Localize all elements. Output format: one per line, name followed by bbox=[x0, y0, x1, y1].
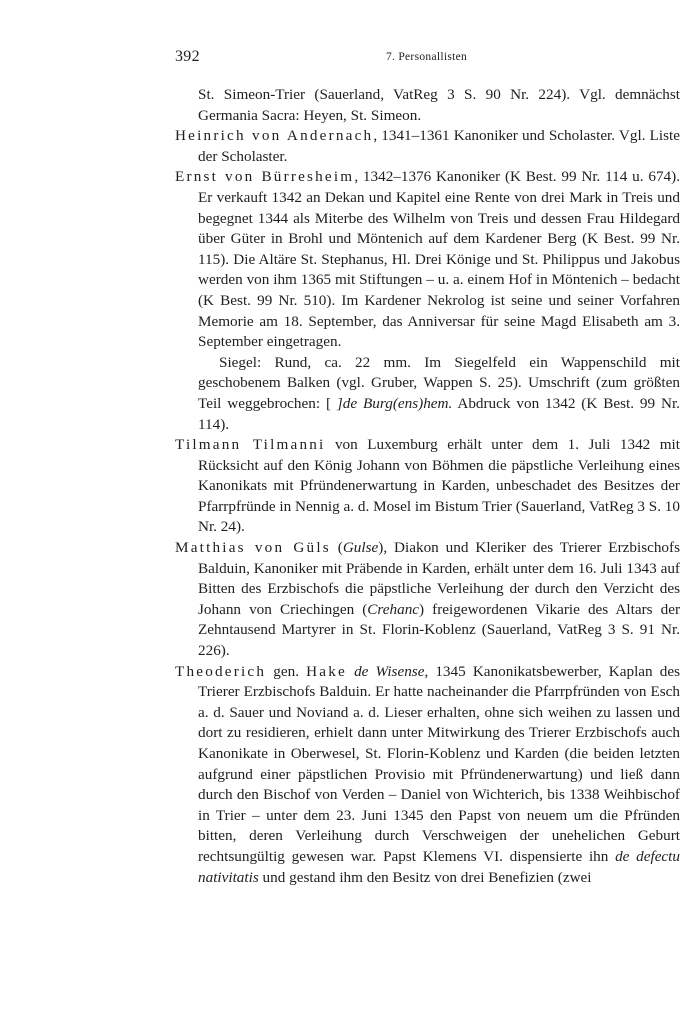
entry-text: von Luxemburg erhält unter dem 1. Juli 1342 mit Rücksicht auf den König Johann von Böhmen die päpstliche Verleihung eines Kanonikats mit Pfründenerwartung in Karden, unbeschadet des Besitzes der Pfarrpfründe in Nennig a. d. Mosel im Bistum Trier (Sauerland, VatReg 3 S. 10 Nr. 24). bbox=[198, 436, 680, 536]
entry-text: , 1345 Kanonikatsbewerber, Kaplan des Trierer Erzbischofs Balduin. Er hatte nacheinander die Pfarrpfründen von Esch a. d. Sauer und Noviand a. d. Lieser erhalten, ohne sich weihen zu lassen und dort zu residieren, erhielt dann unter Mitwirkung des Trierer Erzbischofs auch Kanonikate in Oberwesel, St. Florin-Koblenz und Karden (die beiden letzten aufgrund einer päpstlichen Provisio mit Pfründenerwartung) und ließ dann durch den Bischof von Verden – Daniel von Wichterich, bis 1338 Weihbischof in Trier – unter dem 23. Juni 1345 den Papst von neuem um die Pfründen bitten, deren Verleihung durch Verschweigen der unehelichen Geburt rechtsungültig gewesen war. Papst Klemens VI. dispensierte ihn bbox=[198, 662, 680, 865]
entry-text bbox=[347, 663, 354, 680]
seal-text-end: Abdruck von 1342 (K Best. 99 Nr. 114). bbox=[198, 394, 680, 433]
running-head: 7. Personallisten bbox=[385, 51, 468, 63]
latin-name: Crehanc bbox=[367, 600, 420, 618]
entry-continuation bbox=[175, 85, 680, 126]
latin-name: de Wisense bbox=[354, 662, 425, 680]
seal-inscription: ]de Burg(ens)hem. bbox=[336, 394, 453, 412]
entry-text: , 1341–1361 Kanoniker und Scholaster. Vgl. Liste der Scholaster. bbox=[198, 127, 680, 165]
person-surname: Hake bbox=[306, 662, 347, 680]
entry-text: ), Diakon und Kleriker des Trierer Erzbischofs Balduin, Kanoniker mit Präbende in Karden, erhält unter dem 16. Juli 1343 auf Bitten des Erzbischofs die päpstliche Verleihung der durch den Verzicht des Johann von Criechingen ( bbox=[198, 539, 680, 618]
body-text bbox=[175, 85, 680, 888]
latin-phrase: de defectu nativitatis bbox=[198, 847, 680, 886]
entry-matthias-von-guels bbox=[175, 538, 680, 662]
latin-name: Gulse bbox=[342, 539, 379, 557]
person-name: Heinrich von Andernach bbox=[175, 127, 374, 145]
person-name: Ernst von Bürresheim bbox=[175, 168, 355, 186]
entry-text: St. Simeon-Trier (Sauerland, VatReg 3 S. 90 Nr. 224). Vgl. demnächst Germania Sacra: Heyen, St. Simeon. bbox=[198, 86, 680, 124]
page-number: 392 bbox=[175, 48, 200, 65]
entry-theoderich-hake bbox=[175, 662, 680, 889]
entry-tilmann-tilmanni bbox=[175, 435, 680, 538]
seal-text: Siegel: Rund, ca. 22 mm. Im Siegelfeld ein Wappenschild mit geschobenem Balken (vgl. Gruber, Wappen S. 25). Umschrift (zum größten Teil weggebrochen: [ bbox=[198, 353, 680, 412]
entry-text: gen. bbox=[266, 662, 307, 680]
entry-text: ) freigewordenen Vikarie des Altars der Zehntausend Martyrer in St. Florin-Koblenz (Sauerland, VatReg 3 S. 91 Nr. 226). bbox=[198, 600, 680, 660]
person-name: Theoderich bbox=[175, 662, 267, 680]
entry-heinrich-von-andernach bbox=[175, 126, 680, 167]
person-name: Matthias von Güls bbox=[175, 539, 331, 557]
seal-description bbox=[175, 353, 680, 435]
entry-text: , 1342–1376 Kanoniker (K Best. 99 Nr. 114 u. 674). Er verkauft 1342 an Dekan und Kapitel eine Rente von drei Mark in Treis und begegnet 1344 als Miterbe des Wilhelm von Treis und dessen Frau Hildegard über Güter in Brohl und Möntenich auf dem Kardener Berg (K Best. 99 Nr. 115). Die Altäre St. Stephanus, Hl. Drei Könige und St. Philippus und Jakobus werden von ihm 1365 mit Stiftungen – u. a. einem Hof in Möntenich – bedacht (K Best. 99 Nr. 510). Im Kardener Nekrolog ist seine und seiner Vorfahren Memorie am 18. September, das Anniversar für seine Magd Elisabeth am 3. September eingetragen. bbox=[198, 168, 681, 351]
entry-ernst-von-buerresheim bbox=[175, 167, 680, 352]
entry-text: und gestand ihm den Besitz von drei Benefizien (zwei bbox=[258, 868, 592, 886]
person-name: Tilmann Tilmanni bbox=[175, 436, 326, 454]
entry-text: ( bbox=[330, 539, 343, 557]
page-header bbox=[175, 48, 678, 70]
